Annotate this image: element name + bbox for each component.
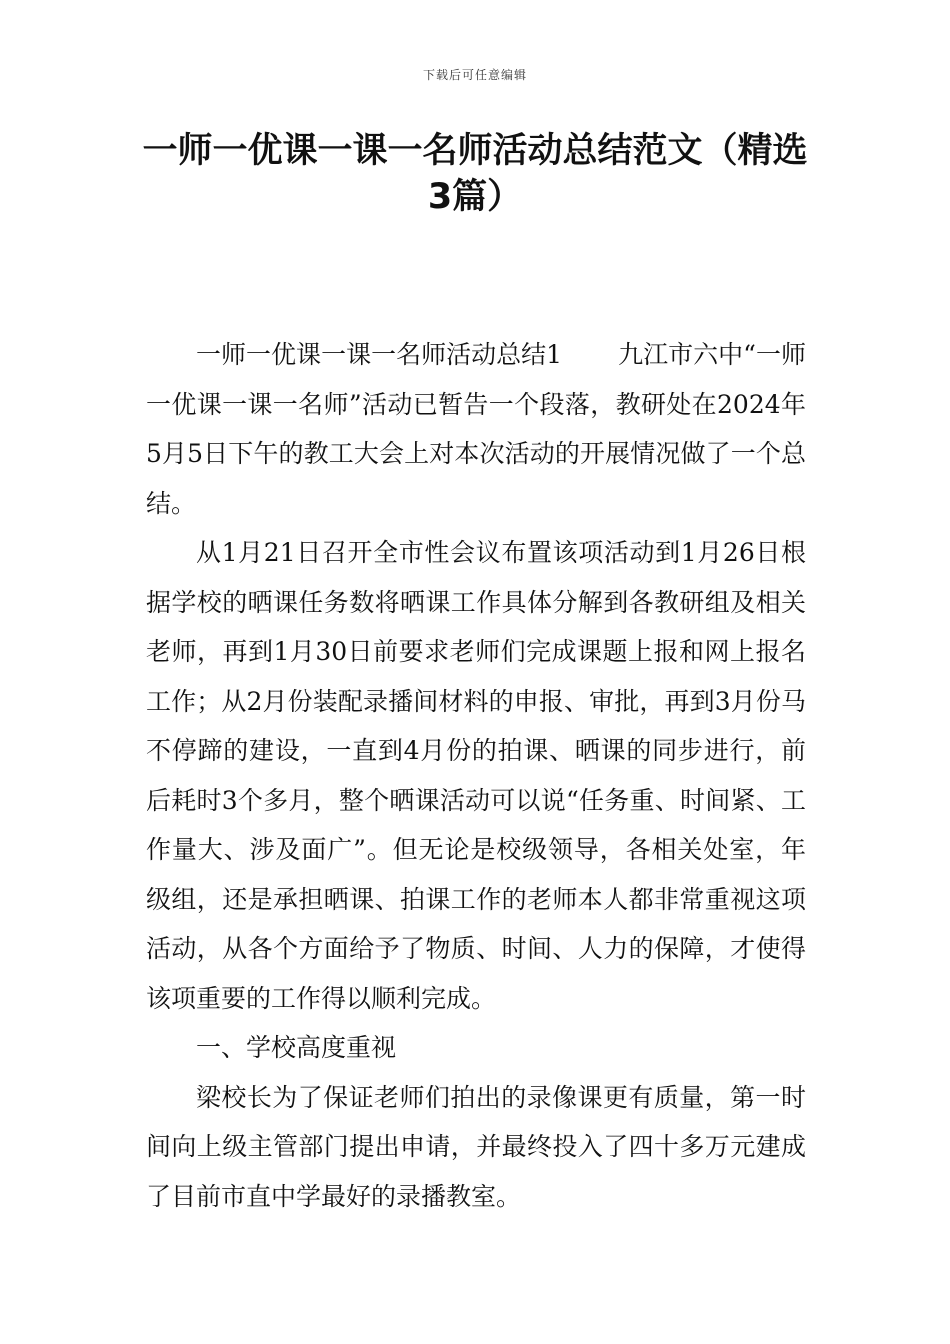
section-heading-1: 一、学校高度重视	[196, 1033, 397, 1062]
document-title: 一师一优课一课一名师活动总结范文（精选3篇）	[142, 131, 808, 217]
paragraph-3: 梁校长为了保证老师们拍出的录像课更有质量，第一时间向上级主管部门提出申请，并最终投入了四十多万元建成了目前市直中学最好的录播教室。	[146, 1082, 806, 1211]
document-body	[146, 330, 806, 1221]
paragraph-2: 从1月21日召开全市性会议布置该项活动到1月26日根据学校的晒课任务数将晒课工作具体分解到各教研组及相关老师，再到1月30日前要求老师们完成课题上报和网上报名工作；从2月份装配录播间材料的申报、审批，再到3月份马不停蹄的建设，一直到4月份的拍课、晒课的同步进行，前后耗时3个多月，整个晒课活动可以说“任务重、时间紧、工作量大、涉及面广”。但无论是校级领导，各相关处室，年级组，还是承担晒课、拍课工作的老师本人都非常重视这项活动，从各个方面给予了物质、时间、人力的保障，才使得该项重要的工作得以顺利完成。	[146, 538, 806, 1013]
paragraph-1	[146, 330, 806, 528]
paragraph-1-text: 九江市六中“一师一优课一课一名师”活动已暂告一个段落，教研处在2024年5月5日下午的教工大会上对本次活动的开展情况做了一个总结。	[146, 340, 806, 518]
header-note: 下载后可任意编辑	[422, 68, 527, 82]
paragraph-1-lead: 一师一优课一课一名师活动总结1	[196, 340, 563, 369]
